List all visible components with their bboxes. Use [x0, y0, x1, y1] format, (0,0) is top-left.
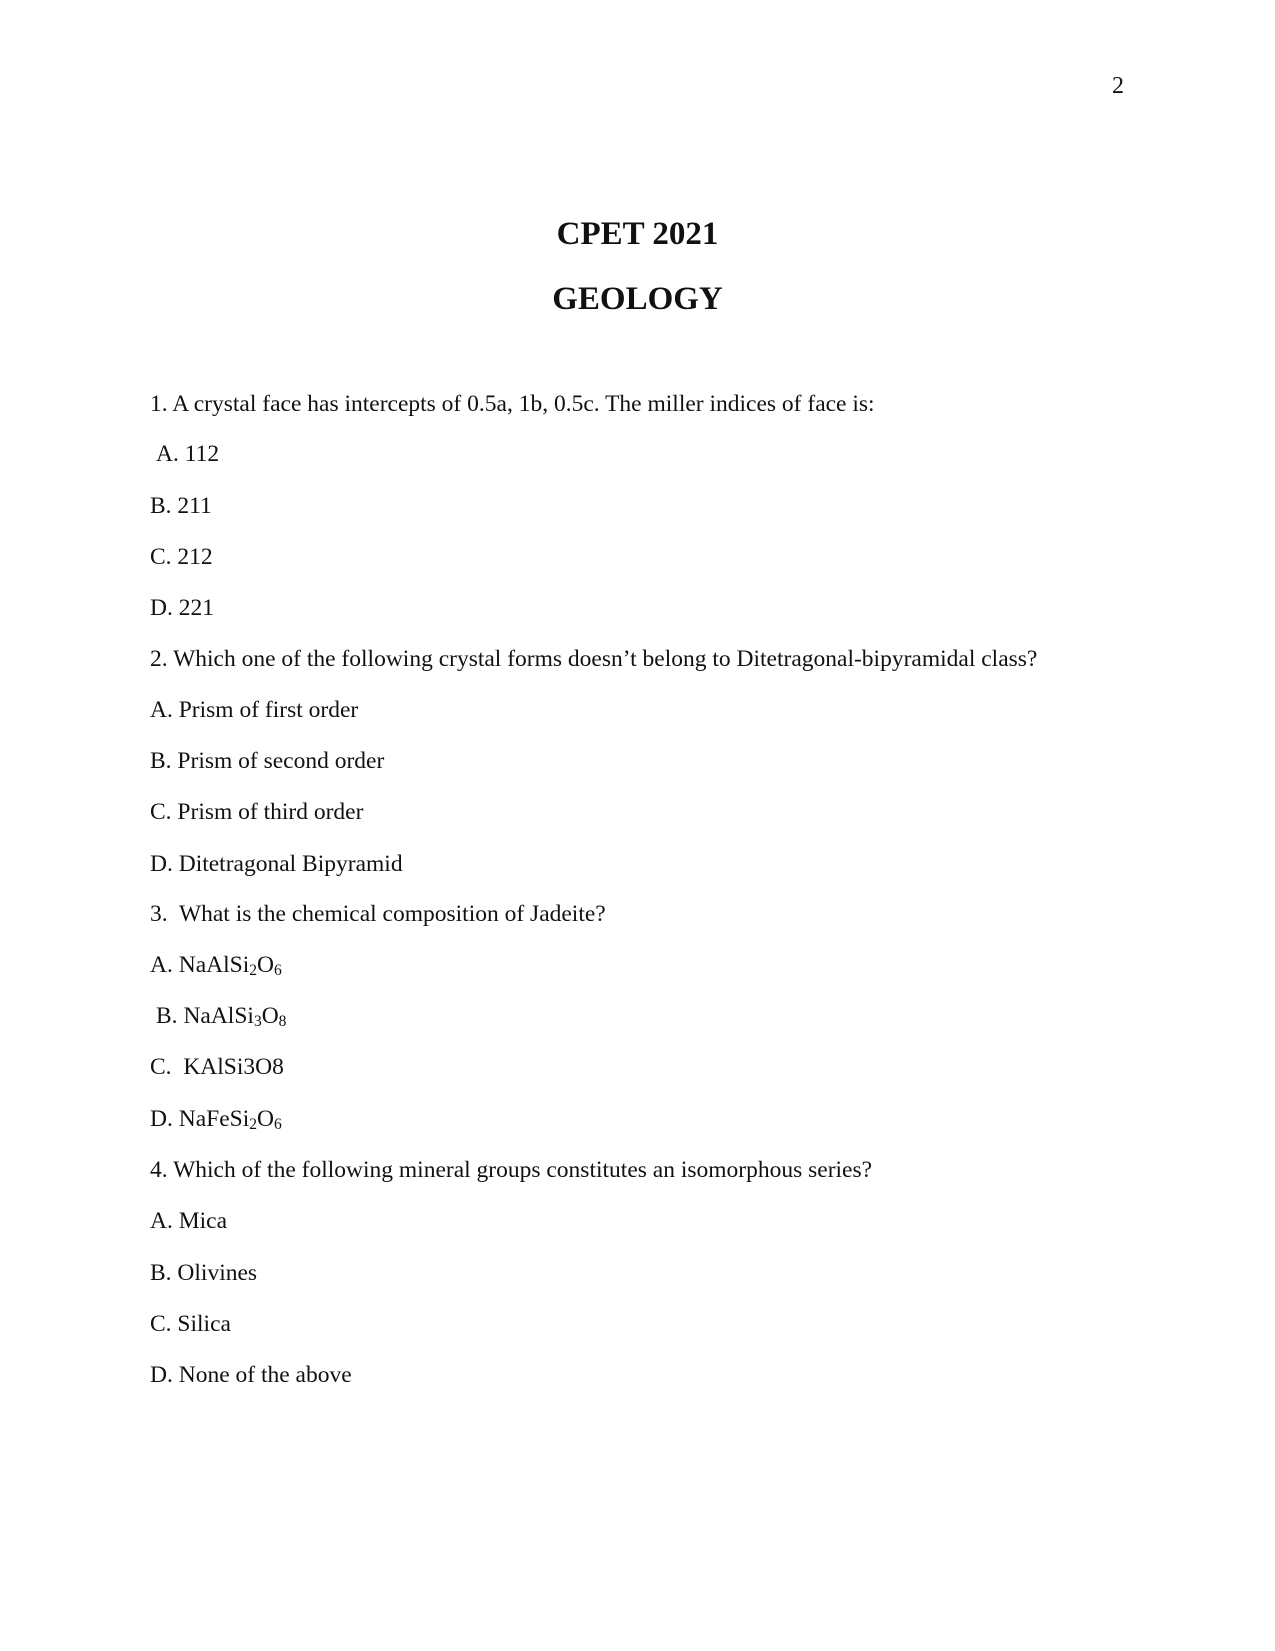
question-2-option-d: D. Ditetragonal Bipyramid — [150, 851, 403, 877]
question-2-option-b: B. Prism of second order — [150, 748, 385, 774]
question-3-option-d — [150, 1108, 282, 1132]
formula-subscript: 2 — [249, 961, 257, 979]
question-3-option-b — [156, 1005, 286, 1029]
question-4-option-c: C. Silica — [150, 1311, 231, 1337]
formula-subscript: 8 — [278, 1012, 287, 1030]
question-1-option-d: D. 221 — [150, 595, 214, 621]
formula-text: NaAlSi — [183, 1003, 254, 1029]
subject-title: GEOLOGY — [552, 281, 723, 317]
option-prefix: D. — [150, 1106, 179, 1132]
exam-title: CPET 2021 — [556, 216, 719, 252]
question-2-option-c: C. Prism of third order — [150, 799, 364, 825]
formula-subscript: 6 — [273, 961, 282, 979]
formula-subscript: 3 — [253, 1012, 262, 1030]
page-number: 2 — [1112, 73, 1124, 99]
question-4-option-a: A. Mica — [150, 1208, 228, 1234]
question-1-option-a: A. 112 — [156, 441, 220, 467]
question-4-option-b: B. Olivines — [150, 1260, 258, 1286]
question-2: 2. Which one of the following crystal forms doesn’t belong to Ditetragonal-bipyramidal class? — [150, 646, 1038, 672]
question-1-option-b: B. 211 — [150, 493, 212, 519]
formula-text: O — [256, 952, 274, 978]
option-prefix: A. — [150, 952, 179, 978]
formula-text: NaAlSi — [178, 952, 250, 978]
option-prefix: B. — [156, 1003, 184, 1029]
question-1-option-c: C. 212 — [150, 544, 213, 570]
question-1: 1. A crystal face has intercepts of 0.5a, 1b, 0.5c. The miller indices of face is: — [150, 391, 875, 417]
question-3-option-a — [150, 954, 282, 978]
formula-text: O — [261, 1003, 279, 1029]
formula-text: NaFeSi — [178, 1106, 250, 1132]
question-3-option-c — [150, 1056, 284, 1080]
formula-subscript: 6 — [273, 1115, 282, 1133]
formula-subscript: 2 — [249, 1115, 257, 1133]
question-3: 3. What is the chemical composition of Jadeite? — [150, 901, 606, 927]
formula-text: O — [256, 1106, 274, 1132]
formula-text: KAlSi3O8 — [183, 1054, 284, 1080]
question-4: 4. Which of the following mineral groups constitutes an isomorphous series? — [150, 1157, 873, 1183]
question-2-option-a: A. Prism of first order — [150, 697, 359, 723]
option-prefix: C. — [150, 1054, 184, 1080]
question-4-option-d: D. None of the above — [150, 1362, 352, 1388]
